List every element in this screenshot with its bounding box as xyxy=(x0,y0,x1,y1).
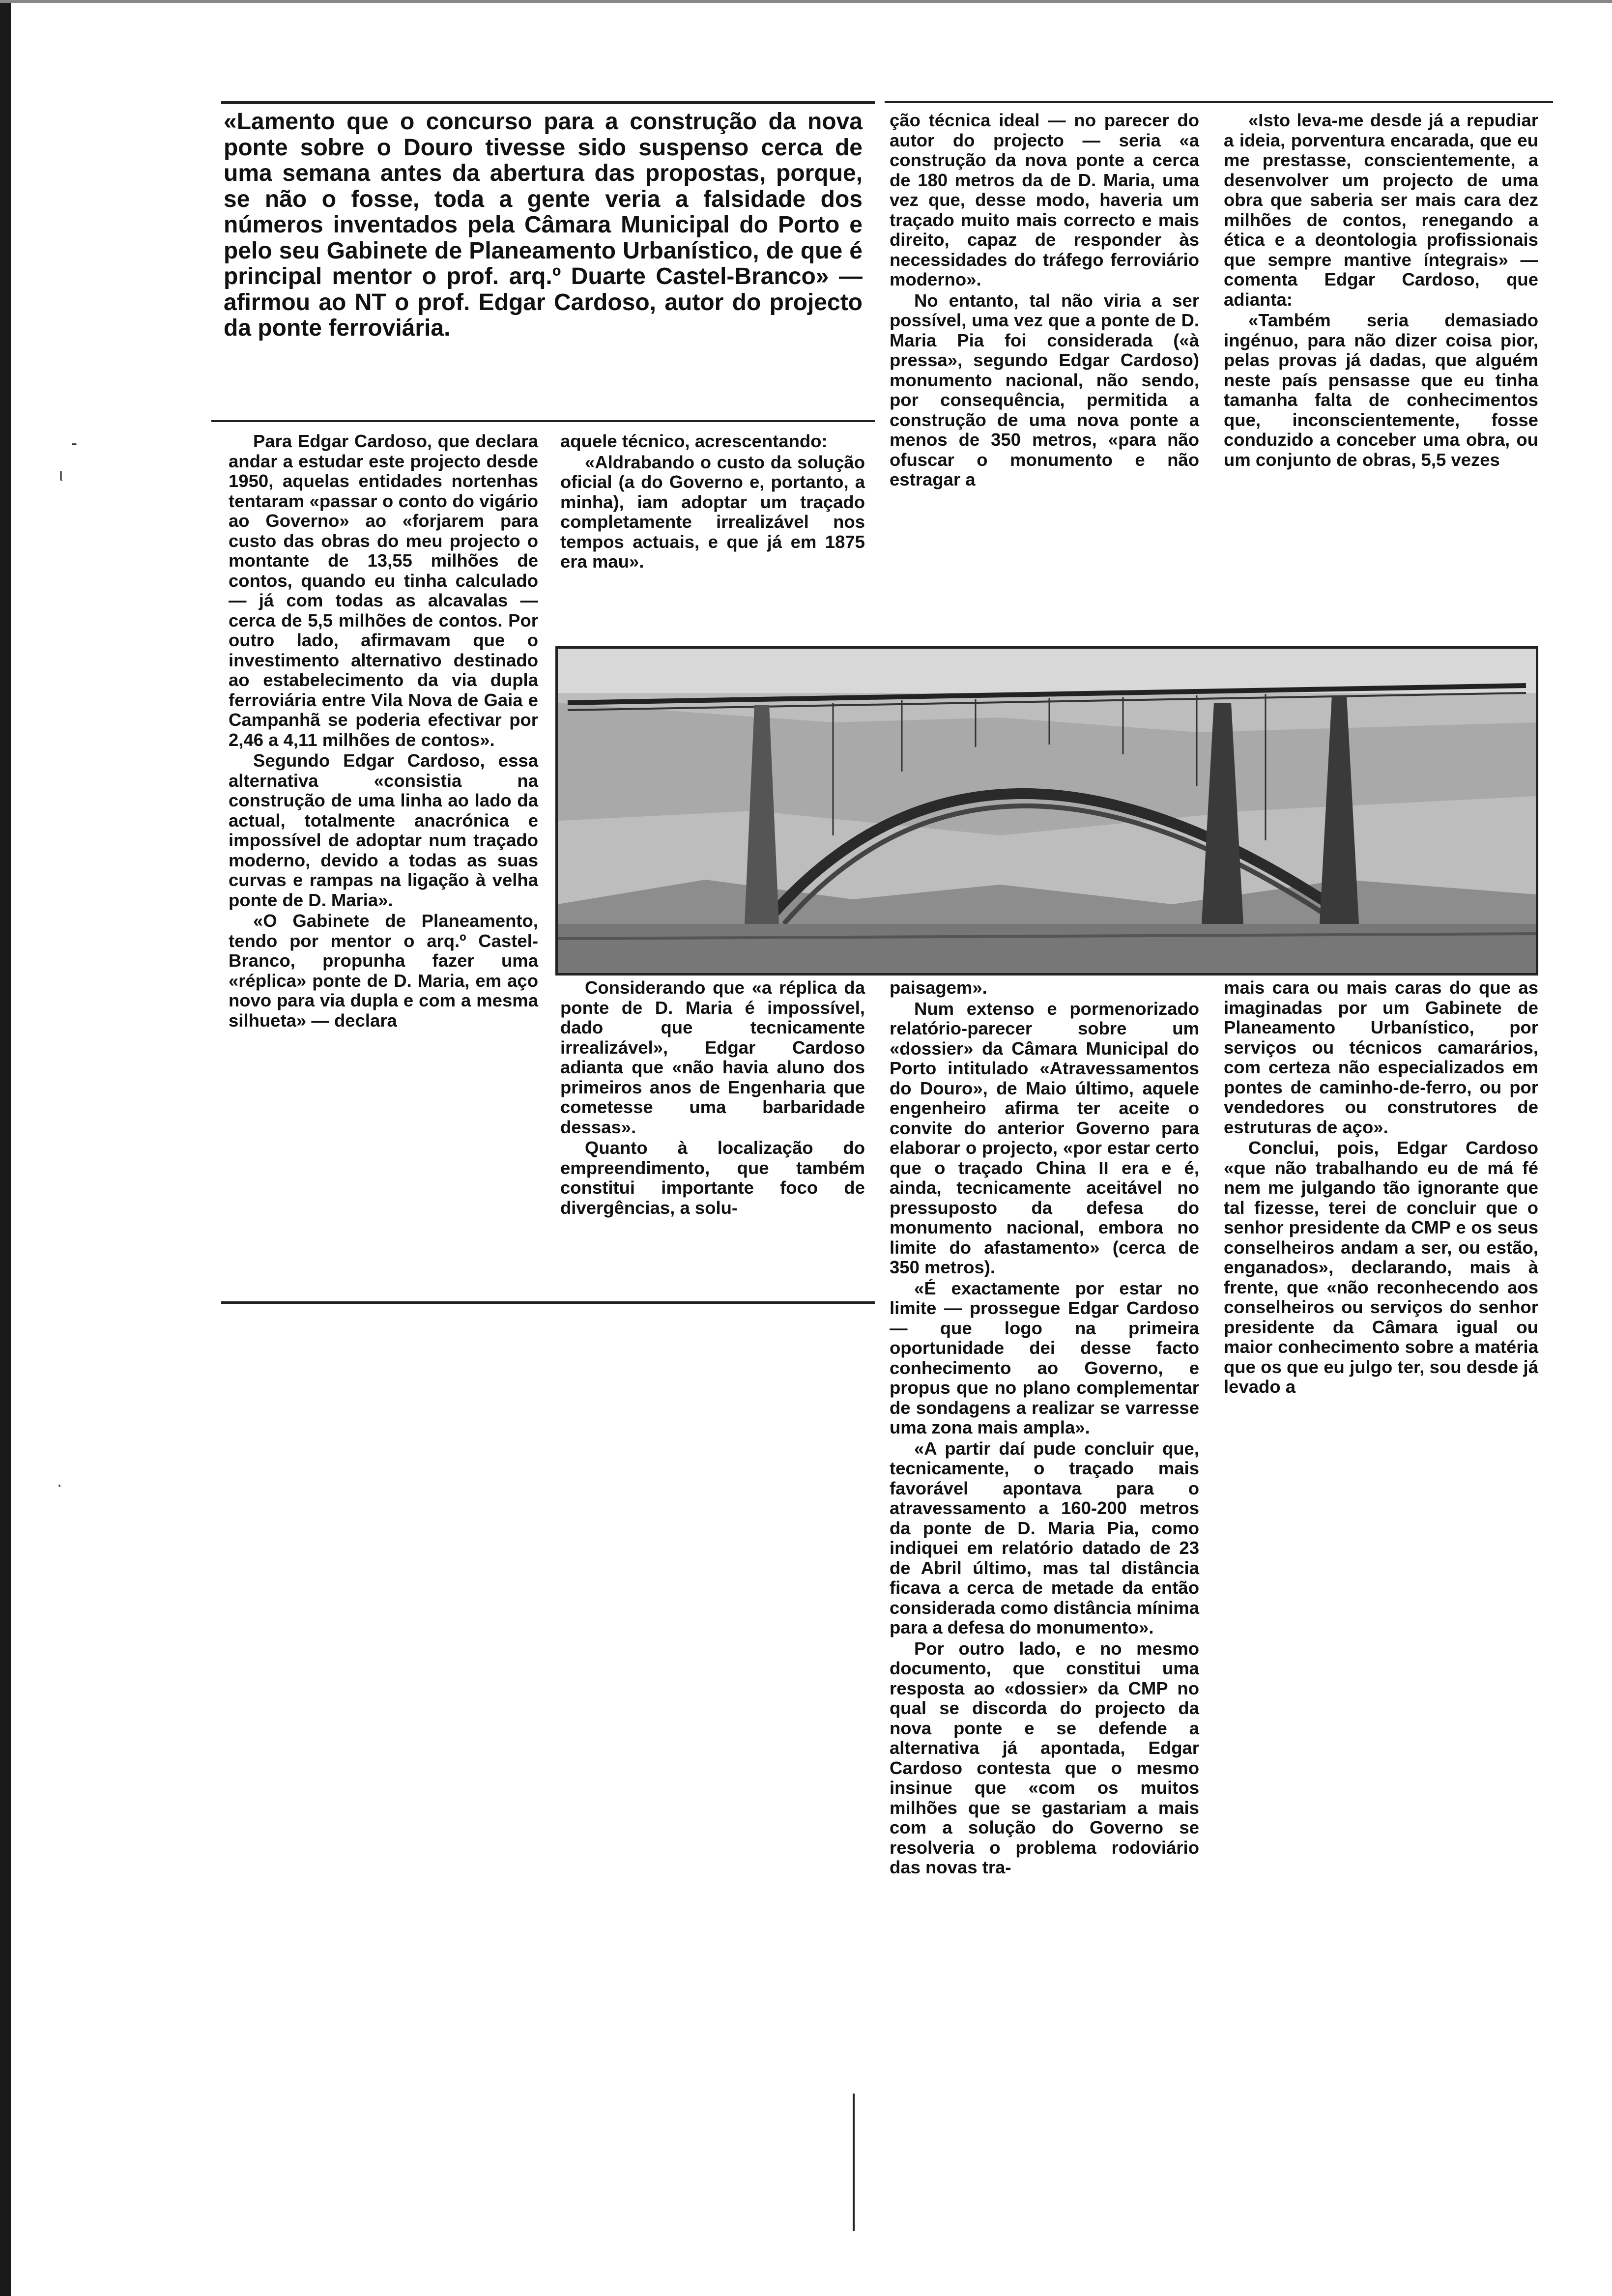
column-3-top xyxy=(890,111,1199,490)
col4-paragraph-1: «Isto leva-me desde já a repudiar a ideia, porventura encarada, que eu me prestasse, conscientemente, a desenvolver um projecto de uma obra que saberia ser mais cara dez milhões de contos, renegando a ética e a deontologia profissionais que sempre mantive íntegrais» — comenta Edgar Cardoso, que adianta: xyxy=(1224,110,1538,310)
column-4-bottom xyxy=(1224,978,1538,1397)
col2-paragraph-3: Considerando que «a réplica da ponte de D. Maria é impossível, dado que tecnicamente irrealizável», Edgar Cardoso adianta que «não havia aluno dos primeiros anos de Engenharia que cometesse uma barbaridade dessas». xyxy=(560,977,865,1137)
col3-paragraph-1: ção técnica ideal — no parecer do autor do projecto — seria «a construção da nova ponte a cerca de 180 metros da de D. Maria, uma vez que, desse modo, haveria um traçado muito mais correcto e mais direito, capaz de responder às necessidades do tráfego ferroviário moderno». xyxy=(890,110,1199,289)
margin-mark-2: ι xyxy=(59,464,63,485)
col3-paragraph-6: «A partir daí pude concluir que, tecnicamente, o traçado mais favorável apontava para o atravessamento a 160-200 metros da ponte de D. Maria Pia, como indiquei em relatório datado de 23 de Abril último, mas tal distância ficava a cerca de metade da então considerada como distância mínima para a defesa do monumento». xyxy=(890,1438,1199,1637)
col3-paragraph-3: paisagem». xyxy=(890,977,987,998)
col3-paragraph-4: Num extenso e pormenorizado relatório-parecer sobre um «dossier» da Câmara Municipal do Porto intitulado «Atravessamentos do Douro», de Maio último, aquele engenheiro afirma ter aceite o convite do anterior Governo para elaborar o projecto, «por estar certo que o traçado China II era e é, ainda, tecnicamente aceitável no pressuposto da defesa do monumento nacional, embora no limite do afastamento» (cerca de 350 metros). xyxy=(890,998,1199,1277)
top-rule-right xyxy=(885,101,1553,103)
column-4-top xyxy=(1224,111,1538,470)
top-rule-left xyxy=(221,101,875,104)
col1-paragraph-2: Segundo Edgar Cardoso, essa alternativa «consistia na construção de uma linha ao lado da actual, totalmente anacrónica e impossível de adoptar num traçado moderno, devido a todas as suas curvas e rampas na ligação à velha ponte de D. Maria». xyxy=(229,750,538,910)
col3-paragraph-7: Por outro lado, e no mesmo documento, que constitui uma resposta ao «dossier» da CMP no qual se discorda do projecto da nova ponte e se defende a alternativa já apontada, Edgar Cardoso contesta que o mesmo insinue que «com os muitos milhões que se gastariam a mais com a solução do Governo se resolveria o problema rodoviário das novas tra- xyxy=(890,1638,1199,1877)
col3-paragraph-5: «É exactamente por estar no limite — prossegue Edgar Cardoso — que logo na primeira oportunidade dei desse facto conhecimento ao Governo, e propus que no plano complementar de sondagens a realizar se varresse uma zona mais ampla». xyxy=(890,1278,1199,1437)
col2-paragraph-2: «Aldrabando o custo da solução oficial (a do Governo e, portanto, a minha), iam adoptar um traçado completamente irrealizável nos tempos actuais, e que já em 1875 era mau». xyxy=(560,452,865,572)
bridge-photograph xyxy=(555,646,1538,976)
margin-mark-1: - xyxy=(71,432,77,453)
col4-paragraph-2: «Também seria demasiado ingénuo, para não dizer coisa pior, pelas provas já dadas, que alguém neste país pensasse que eu tinha tamanha falta de conhecimentos que, inconscientemente, fosse conduzido a conceber uma obra, ou um conjunto de obras, 5,5 vezes xyxy=(1224,310,1538,470)
column-2-bottom xyxy=(560,978,865,1218)
lead-bottom-rule xyxy=(211,420,875,422)
col1-paragraph-3: «O Gabinete de Planeamento, tendo por mentor o arq.º Castel-Branco, propunha fazer uma «réplica» ponte de D. Maria, em aço novo para via dupla e com a mesma silhueta» — declara xyxy=(229,911,538,1031)
col2-paragraph-1: aquele técnico, acrescentando: xyxy=(560,431,828,451)
bottom-rule-left xyxy=(221,1301,875,1304)
col2-paragraph-4: Quanto à localização do empreendimento, que também constitui importante foco de divergências, a solu- xyxy=(560,1138,865,1218)
col4-paragraph-3: mais cara ou mais caras do que as imaginadas por um Gabinete de Planeamento Urbanístico, por serviços ou técnicos camarários, com certeza não especializados em pontes de caminho-de-ferro, ou por vendedores ou construtores de estruturas de aço». xyxy=(1224,977,1538,1137)
col4-paragraph-4: Conclui, pois, Edgar Cardoso «que não trabalhando eu de má fé nem me julgando tão ignorante que tal fizesse, terei de concluir que o senhor presidente da CMP e os seus conselheiros andam a ser, ou estão, enganados», declarando, mais à frente, que «não reconhecendo aos conselheiros ou serviços do senhor presidente da Câmara igual ou maior conhecimento sobre a matéria que os que eu julgo ter, sou desde já levado a xyxy=(1224,1138,1538,1397)
column-3-bottom xyxy=(890,978,1199,1878)
margin-mark-3: · xyxy=(57,1474,62,1494)
column-3-vertical-rule xyxy=(853,2094,855,2231)
bridge-illustration xyxy=(558,649,1536,973)
lead-paragraph: «Lamento que o concurso para a construção da nova ponte sobre o Douro tivesse sido suspenso cerca de uma semana antes da abertura das propostas, porque, se não o fosse, toda a gente veria a falsidade dos números inventados pela Câmara Municipal do Porto e pelo seu Gabinete de Planeamento Urbanístico, de que é principal mentor o prof. arq.º Duarte Castel-Branco» — afirmou ao NT o prof. Edgar Cardoso, autor do projecto da ponte ferroviária. xyxy=(224,109,863,341)
column-2-top xyxy=(560,431,865,572)
col3-paragraph-2: No entanto, tal não viria a ser possível, uma vez que a ponte de D. Maria Pia foi considerada («à pressa», segundo Edgar Cardoso) monumento nacional, não sendo, por consequência, permitida a construção de uma nova ponte a menos de 350 metros, «para não ofuscar o monumento e não estragar a xyxy=(890,290,1199,489)
col1-paragraph-1: Para Edgar Cardoso, que declara andar a estudar este projecto desde 1950, aquelas entidades nortenhas tentaram «passar o conto do vigário ao Governo» ao «forjarem para custo das obras do meu projecto o montante de 13,55 milhões de contos, quando eu tinha calculado — já com todas as alcavalas — cerca de 5,5 milhões de contos. Por outro lado, afirmavam que o investimento alternativo destinado ao estabelecimento da via dupla ferroviária entre Vila Nova de Gaia e Campanhã se poderia efectivar por 2,46 a 4,11 milhões de contos». xyxy=(229,431,538,750)
column-1 xyxy=(229,431,538,1031)
